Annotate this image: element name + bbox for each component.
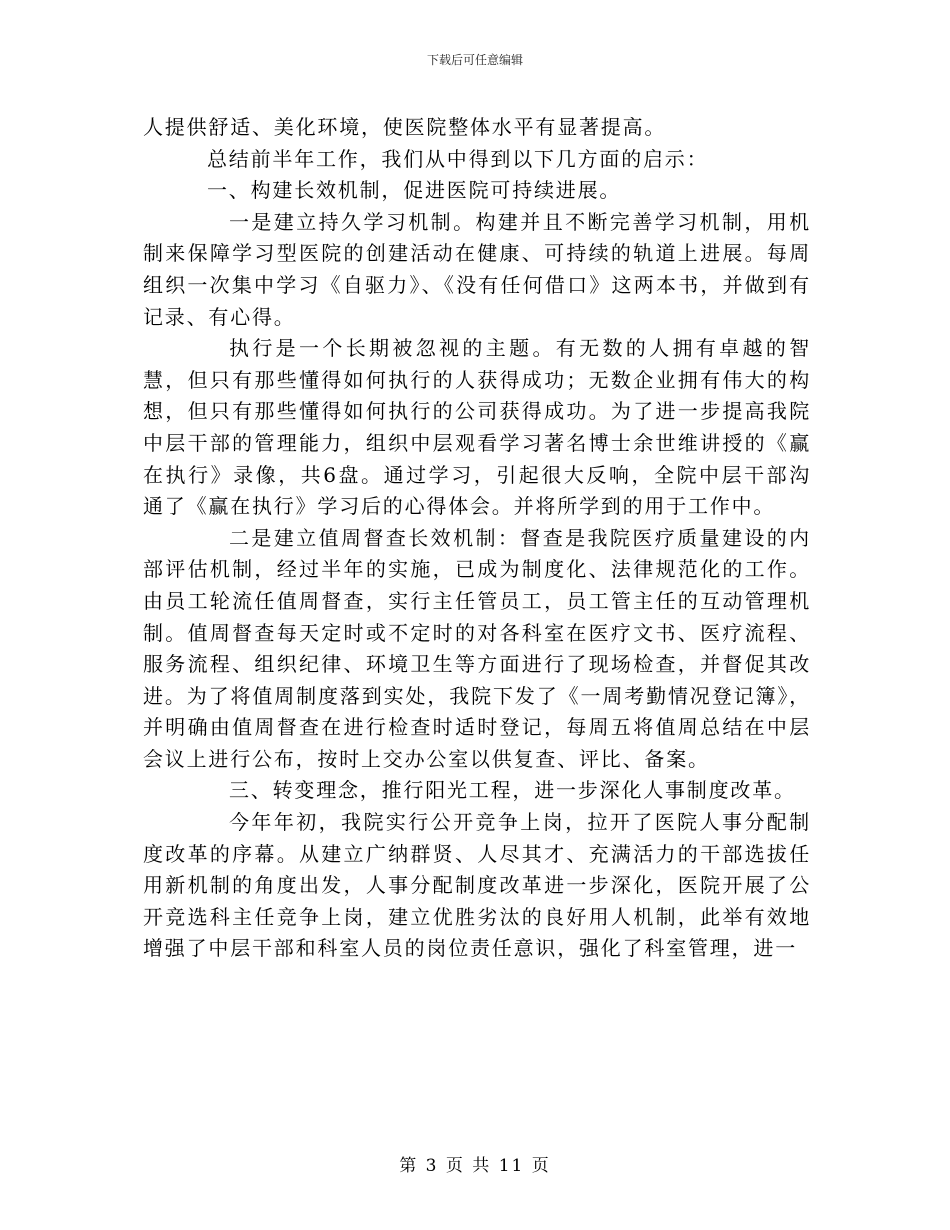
paragraph-intro-continuation: 人提供舒适、美化环境，使医院整体水平有显著提高。 [143,115,667,139]
paragraph-hr-reform: 今年年初，我院实行公开竞争上岗，拉开了医院人事分配制度改革的序幕。从建立广纳群贤、人尽其才、充满活力的干部选拔任用新机制的角度出发，人事分配制度改革进一步深化，医院开展了公开竞选科主任竞争上岗，建立优胜劣汰的良好用人机制，此举有效地增强了中层干部和科室人员的岗位责任意识，强化了科室管理，进一 [143,810,811,961]
paragraph-summary-lead: 总结前半年工作，我们从中得到以下几方面的启示： [207,146,709,171]
document-body [143,112,811,965]
paragraph-weekly-inspection: 二是建立值周督查长效机制：督查是我院医疗质量建设的内部评估机制，经过半年的实施，已成为制度化、法律规范化的工作。由员工轮流任值周督查，实行主任管员工，员工管主任的互动管理机制。值周督查每天定时或不定时的对各科室在医疗文书、医疗流程、服务流程、组织纪律、环境卫生等方面进行了现场检查，并督促其改进。为了将值周制度落到实处，我院下发了《一周考勤情况登记簿》，并明确由值周督查在进行检查时适时登记，每周五将值周总结在中层会议上进行公布，按时上交办公室以供复查、评比、备案。 [143,525,811,771]
section-heading-1: 一、构建长效机制，促进医院可持续进展。 [207,178,622,203]
page-number: 第 3 页 共 11 页 [399,1156,551,1176]
section-heading-3: 三、转变理念，推行阳光工程，进一步深化人事制度改革。 [229,778,796,803]
paragraph-execution: 执行是一个长期被忽视的主题。有无数的人拥有卓越的智慧，但只有那些懂得如何执行的人获得成功；无数企业拥有伟大的构想，但只有那些懂得如何执行的公司获得成功。为了进一步提高我院中层干部的管理能力，组织中层观看学习著名博士余世维讲授的《赢在执行》录像，共6盘。通过学习，引起很大反响，全院中层干部沟通了《赢在执行》学习后的心得体会。并将所学到的用于工作中。 [143,336,811,519]
paragraph-learning-mechanism: 一是建立持久学习机制。构建并且不断完善学习机制，用机制来保障学习型医院的创建活动在健康、可持续的轨道上进展。每周组织一次集中学习《自驱力》、《没有任何借口》这两本书，并做到有记录、有心得。 [143,209,811,329]
page-header: 下载后可任意编辑 [426,53,523,67]
